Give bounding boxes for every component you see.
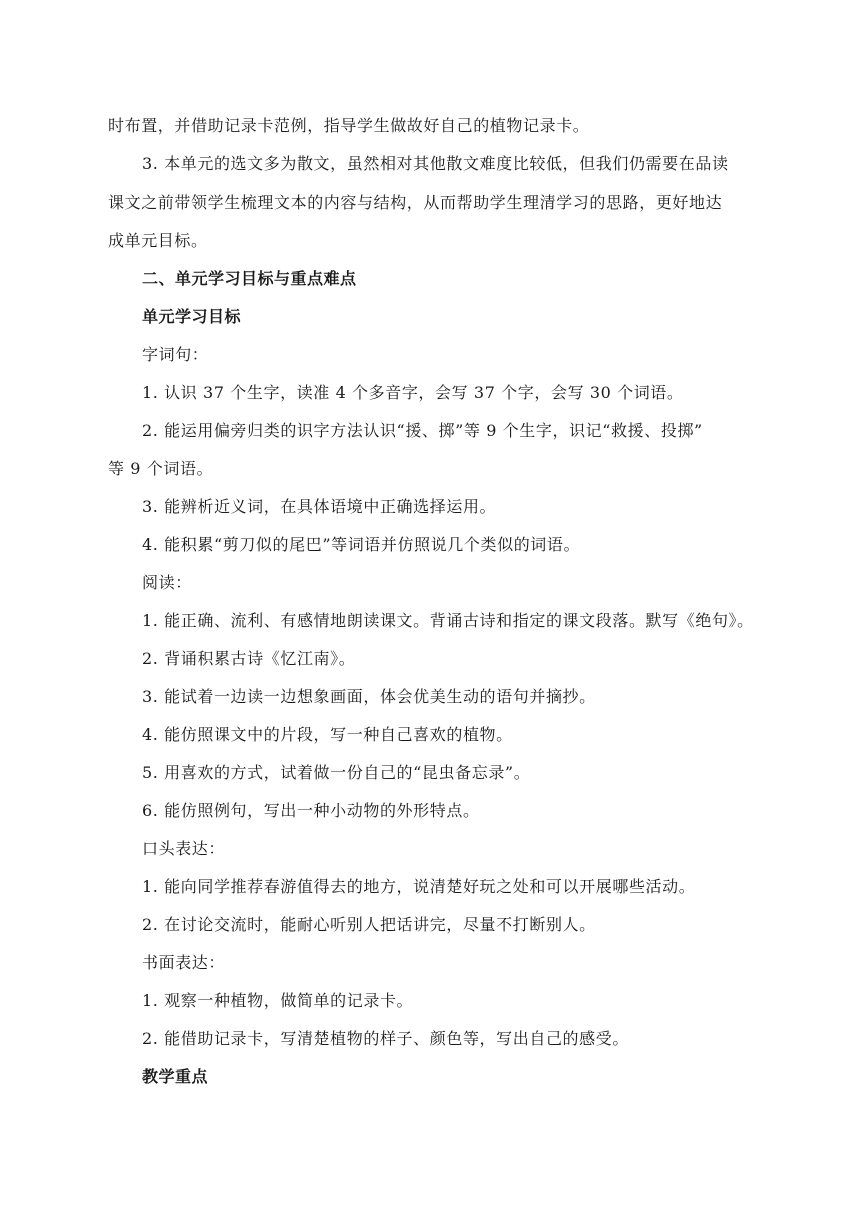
list-item: 3. 能辨析近义词，在具体语境中正确选择运用。 bbox=[142, 497, 497, 516]
paragraph-item-3: 3. 本单元的选文多为散文，虽然相对其他散文难度比较低，但我们仍需要在品读 bbox=[142, 154, 729, 173]
list-item: 4. 能仿照课文中的片段，写一种自己喜欢的植物。 bbox=[142, 725, 513, 744]
paragraph-line: 课文之前带领学生梳理文本的内容与结构，从而帮助学生理清学习的思路，更好地达 bbox=[108, 193, 723, 212]
section-heading: 二、单元学习目标与重点难点 bbox=[142, 269, 357, 288]
list-item: 2. 能借助记录卡，写清楚植物的样子、颜色等，写出自己的感受。 bbox=[142, 1029, 629, 1048]
category-label: 书面表达： bbox=[142, 953, 226, 972]
list-item: 1. 能向同学推荐春游值得去的地方，说清楚好玩之处和可以开展哪些活动。 bbox=[142, 877, 696, 896]
list-item: 3. 能试着一边读一边想象画面，体会优美生动的语句并摘抄。 bbox=[142, 687, 596, 706]
subsection-heading: 单元学习目标 bbox=[142, 307, 242, 326]
category-label: 口头表达： bbox=[142, 839, 226, 858]
list-item: 1. 认识 37 个生字，读准 4 个多音字，会写 37 个字，会写 30 个词语。 bbox=[142, 383, 684, 402]
list-item: 2. 背诵积累古诗《忆江南》。 bbox=[142, 649, 356, 668]
list-item: 6. 能仿照例句，写出一种小动物的外形特点。 bbox=[142, 801, 480, 820]
paragraph-continuation: 时布置，并借助记录卡范例，指导学生做故好自己的植物记录卡。 bbox=[108, 116, 590, 135]
list-item: 2. 能运用偏旁归类的识字方法认识“援、掷”等 9 个生字，识记“救援、投掷” bbox=[142, 421, 703, 440]
list-item-continuation: 等 9 个词语。 bbox=[108, 459, 214, 478]
category-label: 字词句： bbox=[142, 345, 209, 364]
list-item: 1. 能正确、流利、有感情地朗读课文。背诵古诗和指定的课文段落。默写《绝句》。 bbox=[142, 611, 754, 630]
list-item: 2. 在讨论交流时，能耐心听别人把话讲完，尽量不打断别人。 bbox=[142, 915, 596, 934]
list-item: 4. 能积累“剪刀似的尾巴”等词语并仿照说几个类似的词语。 bbox=[142, 535, 581, 554]
list-item: 5. 用喜欢的方式，试着做一份自己的“昆虫备忘录”。 bbox=[142, 763, 531, 782]
paragraph-line: 成单元目标。 bbox=[108, 231, 208, 250]
subsection-heading: 教学重点 bbox=[142, 1067, 209, 1086]
category-label: 阅读： bbox=[142, 573, 192, 592]
list-item: 1. 观察一种植物，做简单的记录卡。 bbox=[142, 991, 414, 1010]
